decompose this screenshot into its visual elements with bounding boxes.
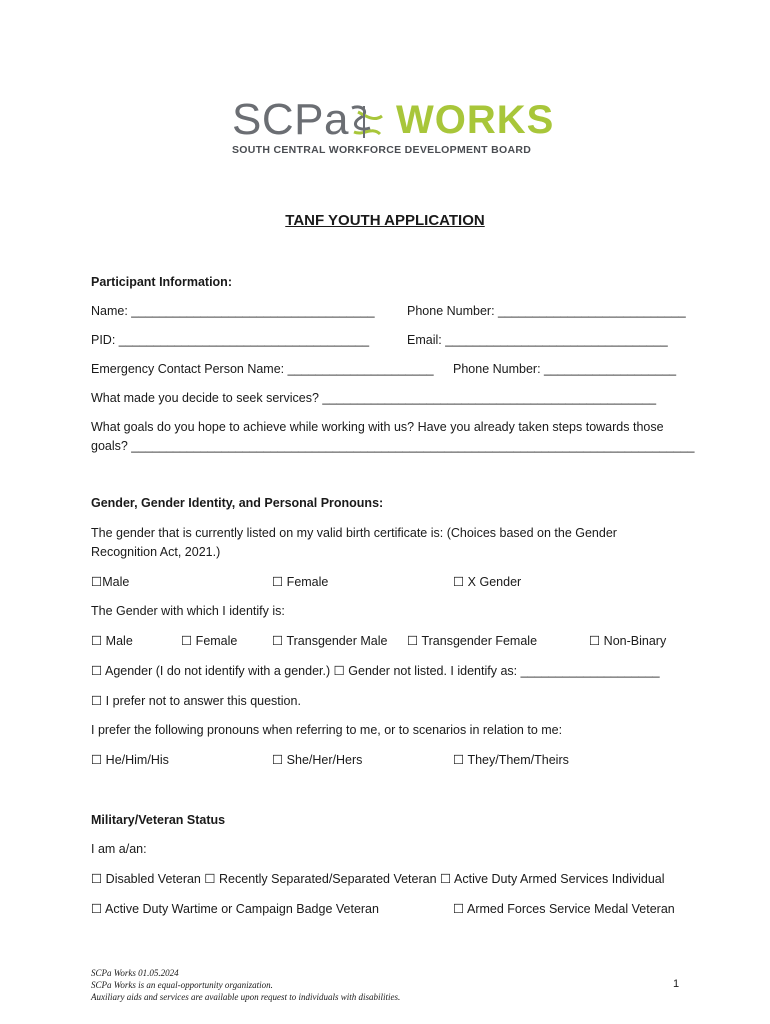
identify-female-checkbox[interactable]: ☐ Female <box>181 634 238 648</box>
logo-scpa-text: SCPa <box>232 95 349 144</box>
emergency-contact-field[interactable]: Emergency Contact Person Name: _____________________ <box>91 362 434 376</box>
birth-female-checkbox[interactable]: ☐ Female <box>272 575 329 589</box>
phone-number-field[interactable]: Phone Number: ___________________________ <box>407 304 686 318</box>
page-number: 1 <box>673 978 680 990</box>
pronoun-she-checkbox[interactable]: ☐ She/Her/Hers <box>272 753 363 767</box>
wartime-veteran-checkbox[interactable]: ☐ Active Duty Wartime or Campaign Badge Veteran <box>91 902 379 916</box>
birth-gender-question-cont: Recognition Act, 2021.) <box>91 545 221 559</box>
logo-subtitle: SOUTH CENTRAL WORKFORCE DEVELOPMENT BOARD <box>232 144 532 156</box>
military-heading: Military/Veteran Status <box>91 813 226 827</box>
seek-services-field[interactable]: What made you decide to seek services? ________________________________________________ <box>91 391 657 405</box>
footer-date: SCPa Works 01.05.2024 <box>91 968 179 978</box>
organization-logo <box>228 95 555 160</box>
prefer-not-checkbox[interactable]: ☐ I prefer not to answer this question. <box>91 694 301 708</box>
identify-trans-male-checkbox[interactable]: ☐ Transgender Male <box>272 634 388 648</box>
goals-question: What goals do you hope to achieve while working with us? Have you already taken steps towards those <box>91 420 664 434</box>
logo-works-text: WORKS <box>396 98 555 142</box>
pronoun-they-checkbox[interactable]: ☐ They/Them/Theirs <box>453 753 569 767</box>
gender-heading: Gender, Gender Identity, and Personal Pronouns: <box>91 496 384 510</box>
page-title: TANF YOUTH APPLICATION <box>285 212 485 229</box>
goals-field[interactable]: goals? _________________________________________________________________________________ <box>91 439 695 453</box>
footer-eeo: SCPa Works is an equal-opportunity organization. <box>91 980 273 990</box>
birth-x-gender-checkbox[interactable]: ☐ X Gender <box>453 575 522 589</box>
pid-field[interactable]: PID: ____________________________________ <box>91 333 370 347</box>
participant-heading: Participant Information: <box>91 275 232 289</box>
birth-gender-question: The gender that is currently listed on my valid birth certificate is: (Choices based on the Gender <box>91 526 617 540</box>
agender-row[interactable]: ☐ Agender (I do not identify with a gender.) ☐ Gender not listed. I identify as: ____________________ <box>91 664 660 678</box>
service-medal-veteran-checkbox[interactable]: ☐ Armed Forces Service Medal Veteran <box>453 902 675 916</box>
emergency-phone-field[interactable]: Phone Number: ___________________ <box>453 362 677 376</box>
identify-gender-label: The Gender with which I identify is: <box>91 604 285 618</box>
scpa-logo-mark-icon <box>344 102 390 142</box>
i-am-label: I am a/an: <box>91 842 147 856</box>
identify-trans-female-checkbox[interactable]: ☐ Transgender Female <box>407 634 538 648</box>
identify-non-binary-checkbox[interactable]: ☐ Non-Binary <box>589 634 667 648</box>
identify-male-checkbox[interactable]: ☐ Male <box>91 634 133 648</box>
email-field[interactable]: Email: ________________________________ <box>407 333 668 347</box>
name-field[interactable]: Name: ___________________________________ <box>91 304 375 318</box>
footer-aids: Auxiliary aids and services are available upon request to individuals with disabilities. <box>91 992 401 1002</box>
veteran-row-1[interactable]: ☐ Disabled Veteran ☐ Recently Separated/Separated Veteran ☐ Active Duty Armed Services Individual <box>91 872 665 886</box>
birth-male-checkbox[interactable]: ☐Male <box>91 575 130 589</box>
pronoun-label: I prefer the following pronouns when referring to me, or to scenarios in relation to me: <box>91 723 563 737</box>
pronoun-he-checkbox[interactable]: ☐ He/Him/His <box>91 753 169 767</box>
